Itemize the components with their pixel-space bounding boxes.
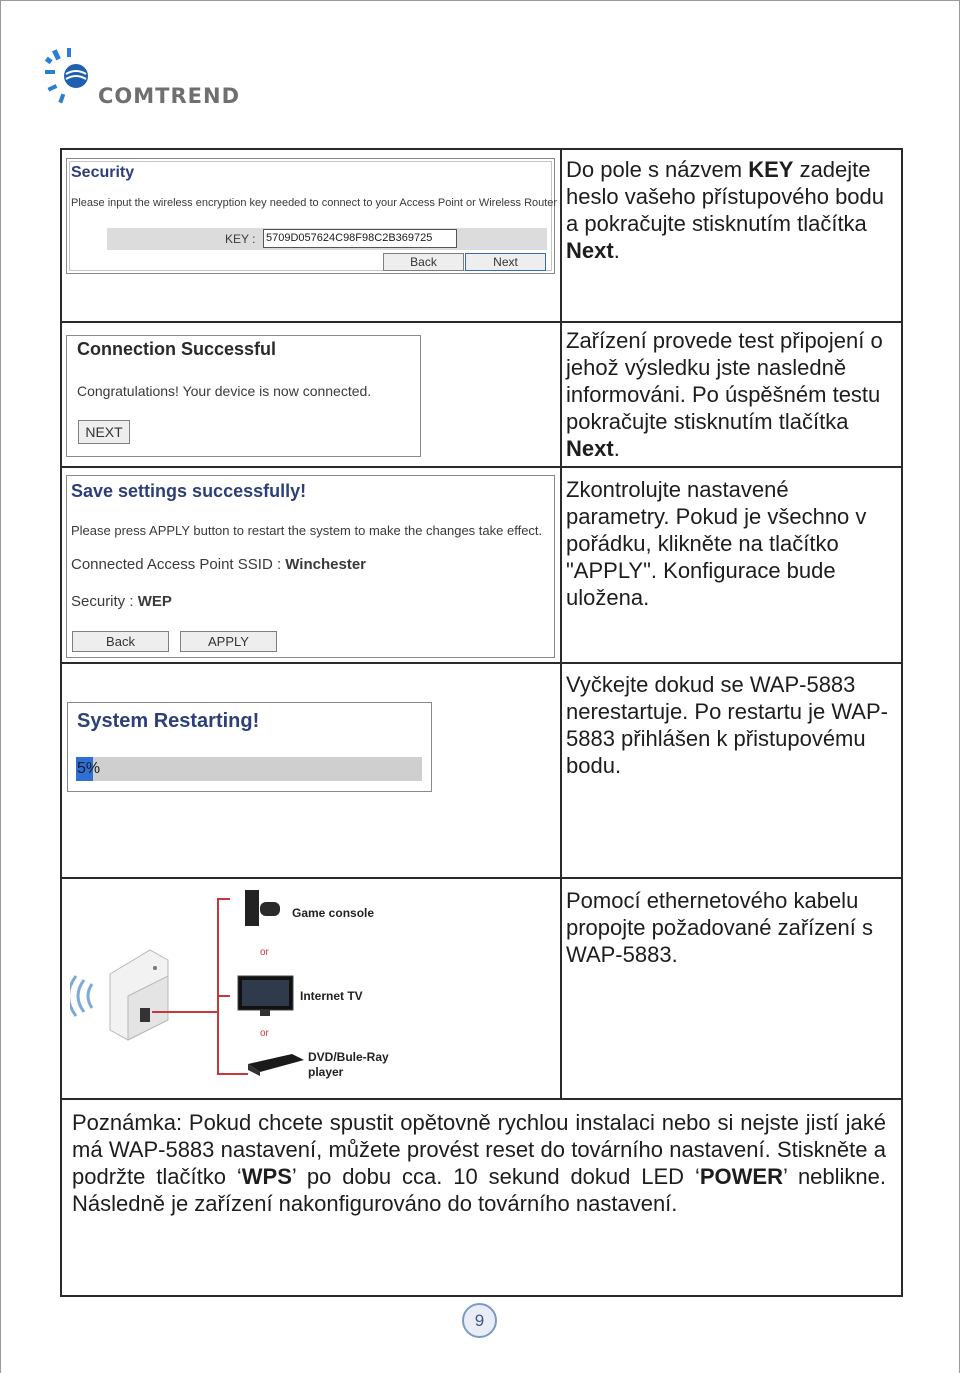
system-restarting-screenshot	[67, 702, 432, 792]
text-run: .	[613, 238, 620, 263]
security-row	[71, 593, 172, 610]
device-label: Game console	[292, 906, 375, 920]
connection-diagram	[70, 884, 550, 1094]
screenshot-title: Save settings successfully!	[71, 481, 307, 501]
key-row	[107, 228, 547, 250]
save-settings-screenshot	[66, 475, 555, 658]
row-divider	[60, 321, 901, 323]
row-divider	[60, 1098, 901, 1100]
text-run: ’ po dobu cca. 10 sekund dokud LED ‘	[291, 1164, 700, 1189]
step-description	[566, 327, 896, 462]
text-run: Next	[566, 436, 614, 461]
wifi-icon	[70, 976, 92, 1016]
row-divider	[60, 662, 901, 664]
screenshot-title: Connection Successful	[77, 339, 277, 359]
security-label: Security :	[71, 593, 138, 610]
text-run: ’ neblikne. Následně je zařízení nakonfigurováno do továrního nastavení.	[72, 1164, 887, 1216]
screenshot-message: Congratulations! Your device is now connected.	[77, 383, 372, 399]
brand-name: COMTREND	[98, 84, 241, 108]
text-run: POWER	[699, 1164, 783, 1189]
text-run: Vyčkejte dokud se WAP-5883 nerestartuje. Po restartu je WAP-5883 přihlášen k přistupovému bodu.	[566, 672, 888, 778]
row-divider	[60, 877, 901, 879]
screenshot-title: Security	[71, 164, 135, 181]
device-label: player	[308, 1065, 344, 1079]
text-run: WPS	[241, 1164, 292, 1189]
ssid-value: Winchester	[285, 556, 367, 573]
next-button[interactable]: NEXT	[78, 420, 130, 444]
globe-logo-icon	[40, 44, 100, 114]
text-run: .	[613, 436, 620, 461]
back-button[interactable]: Back	[383, 253, 464, 271]
wap-5883-icon	[110, 950, 168, 1040]
step-description	[566, 887, 896, 968]
screenshot-message: Please press APPLY button to restart the system to make the changes take effect.	[71, 523, 543, 538]
note-paragraph	[72, 1109, 886, 1217]
page-border	[0, 0, 960, 1]
text-run: Do pole s názvem	[566, 157, 749, 182]
screenshot-instruction: Please input the wireless encryption key needed to connect to your Access Point or Wireless Router	[71, 197, 558, 209]
tv-icon	[238, 976, 293, 1016]
device-label: Internet TV	[300, 989, 363, 1003]
device-label: DVD/Bule-Ray	[308, 1050, 389, 1064]
step-description	[566, 156, 896, 264]
connection-successful-screenshot	[66, 335, 421, 457]
step-description	[566, 671, 896, 779]
progress-bar	[76, 757, 422, 781]
or-label: or	[260, 947, 269, 958]
security-key-screenshot	[66, 158, 558, 274]
page-number: 9	[462, 1303, 497, 1338]
page-border	[0, 0, 1, 1373]
key-label: KEY :	[225, 232, 256, 246]
column-divider	[560, 148, 562, 1100]
text-run: KEY	[748, 157, 794, 182]
text-run: Next	[566, 238, 614, 263]
screenshot-title: System Restarting!	[77, 710, 260, 732]
progress-label: 5%	[77, 760, 101, 777]
apply-button[interactable]: APPLY	[180, 631, 277, 652]
comtrend-logo	[40, 44, 270, 114]
next-button[interactable]: Next	[465, 253, 546, 271]
row-divider	[60, 466, 901, 468]
or-label: or	[260, 1028, 269, 1039]
step-description	[566, 476, 896, 611]
key-input[interactable]: 5709D057624C98F98C2B369725	[263, 229, 457, 248]
text-run: Zkontrolujte nastavené parametry. Pokud je všechno v pořádku, klikněte na tlačítko "APPLY". Konfigurace bude uložena.	[566, 477, 867, 610]
text-run: zadejte heslo vašeho přístupového bodu a pokračujte stisknutím tlačítka	[566, 157, 885, 236]
text-run: Poznámka: Pokud chcete spustit opětovně rychlou instalaci nebo si nejste jistí jaké má WAP-5883 nastavení, můžete provést reset do továrního nastavení. Stiskněte a podržte tlačítko ‘	[72, 1110, 886, 1189]
text-run: Pomocí ethernetového kabelu propojte požadované zařízení s WAP-5883.	[566, 888, 873, 967]
text-run: Zařízení provede test připojení o jehož výsledku jste nasledně informováni. Po úspěšném testu pokračujte stisknutím tlačítka	[566, 328, 883, 434]
game-console-icon	[245, 890, 280, 926]
dvd-player-icon	[248, 1054, 304, 1076]
back-button[interactable]: Back	[72, 631, 169, 652]
ssid-label: Connected Access Point SSID :	[71, 556, 286, 573]
ssid-row	[71, 556, 366, 573]
security-value: WEP	[137, 593, 172, 610]
